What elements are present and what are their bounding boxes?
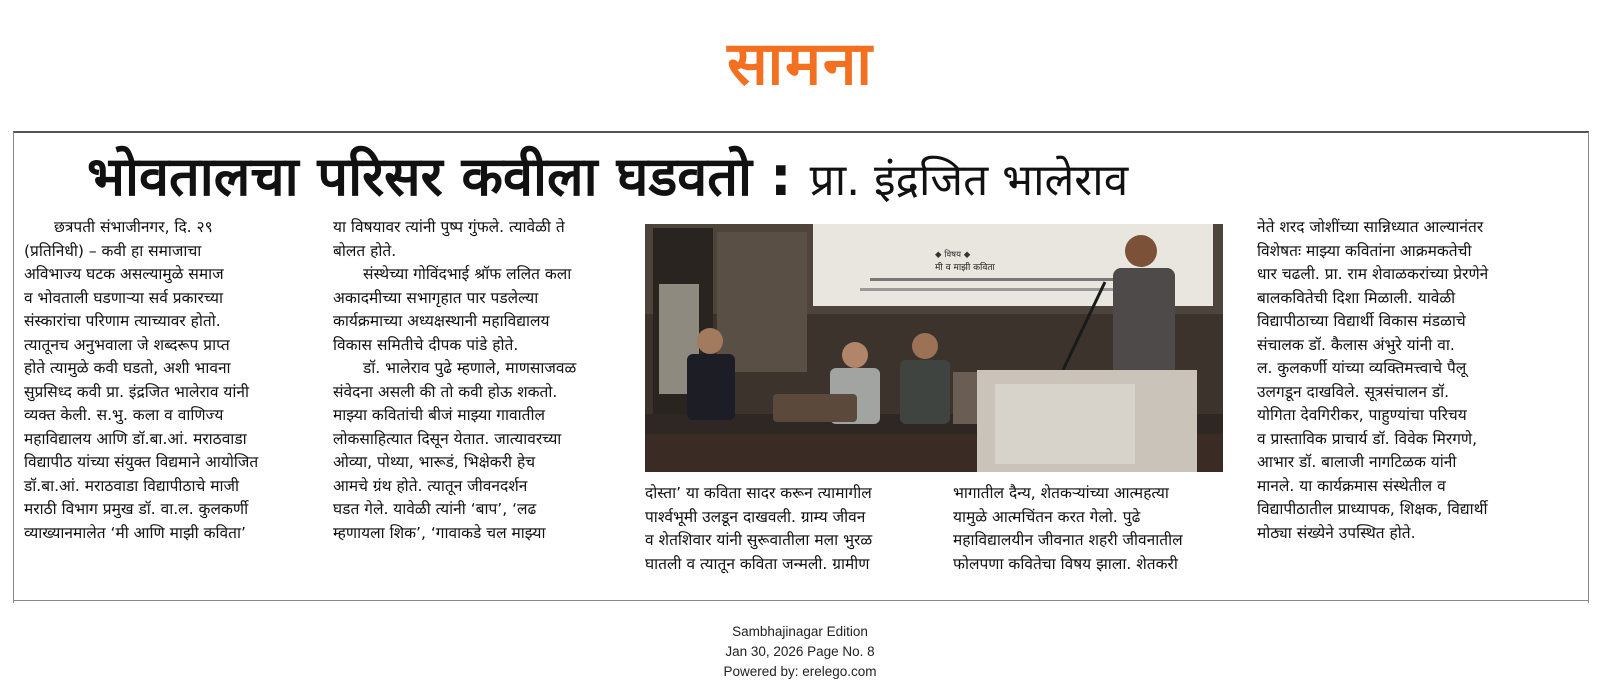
headline-byline: प्रा. इंद्रजित भालेराव <box>809 155 1129 206</box>
headline-main: भोवतालचा परिसर कवीला घडवतो <box>87 145 753 208</box>
col5-line: आभार डॉ. बालाजी नागटिळक यांनी <box>1257 453 1457 471</box>
col5-line: उलगडून दाखविले. सूत्रसंचालन डॉ. <box>1257 382 1450 401</box>
col3-line: दोस्ता’ या कविता सादर करून त्यामागील <box>645 484 872 502</box>
article-headline <box>87 142 1128 212</box>
col5-line: ल. कुलकर्णी यांच्या व्यक्तिमत्त्वाचे पैलू <box>1257 359 1467 377</box>
newspaper-logo: सामना <box>727 29 874 99</box>
article-column-2 <box>333 216 623 545</box>
col1-line: संस्कारांचा परिणाम त्याच्यावर होतो. <box>24 312 221 330</box>
footer-date-page: Jan 30, 2026 Page No. 8 <box>725 644 875 659</box>
col4-line: फोलपणा कवितेचा विषय झाला. शेतकरी <box>953 554 1178 573</box>
col1-line: सुप्रसिध्द कवी प्रा. इंद्रजित भालेराव यांनी <box>24 382 249 401</box>
col5-line: विशेषतः माझ्या कवितांना आक्रमकतेची <box>1257 241 1472 260</box>
article-column-3 <box>645 482 928 576</box>
col1-line: छत्रपती संभाजीनगर, दि. २९ <box>54 218 213 236</box>
col2-line: कार्यक्रमाच्या अध्यक्षस्थानी महाविद्यालय <box>333 312 550 330</box>
col2-line: बोलत होते. <box>333 241 397 260</box>
article-column-4 <box>953 482 1233 576</box>
article-column-1 <box>24 216 312 545</box>
col1-line: होते त्यामुळे कवी घडतो, अशी भावना <box>24 359 231 377</box>
col1-line: डॉ.बा.आं. मराठवाडा विद्यापीठाचे माजी <box>24 476 240 495</box>
col2-line: संवेदना असली की तो कवी होऊ शकतो. <box>333 382 558 401</box>
banner-line-2: मी व माझी कविता <box>935 263 995 273</box>
event-photo-drawing <box>645 224 1223 472</box>
col5-line: संचालक डॉ. कैलास अंभुरे यांनी वा. <box>1257 335 1455 354</box>
col2-line: लोकसाहित्यात दिसून येतात. जात्यावरच्या <box>333 429 562 448</box>
col1-line: त्यातूनच अनुभवाला जे शब्दरूप प्राप्त <box>24 335 230 354</box>
col2-line: विकास समितीचे दीपक पांडे होते. <box>333 335 519 354</box>
col5-line: मानले. या कार्यक्रमास संस्थेतील व <box>1257 476 1446 495</box>
col2-line: घडत गेले. यावेळी त्यांनी ‘बाप’, ‘लढ <box>333 500 537 518</box>
col1-line: अविभाज्य घटक असल्यामुळे समाज <box>24 265 224 283</box>
col2-line: आमचे ग्रंथ होते. त्यातून जीवनदर्शन <box>333 476 528 495</box>
clipping-bottom-border <box>13 600 1588 601</box>
col5-line: नेते शरद जोशींच्या सान्निध्यात आल्यानंतर <box>1257 218 1484 236</box>
col5-line: योगिता देवगिरीकर, पाहुण्यांचा परिचय <box>1257 406 1467 424</box>
col5-line: विद्यापीठातील प्राध्यापक, शिक्षक, विद्यार्थी <box>1257 500 1488 518</box>
col2-line: म्हणायला शिक’, ‘गावाकडे चल माझ्या <box>333 523 546 542</box>
col5-line: व प्रास्ताविक प्राचार्य डॉ. विवेक मिरगणे, <box>1257 429 1478 448</box>
col3-line: व शेतशिवार यांनी सुरूवातीला मला भुरळ <box>645 531 873 549</box>
col4-line: भागातील दैन्य, शेतकऱ्यांच्या आत्महत्या <box>953 484 1169 502</box>
col5-line: विद्यापीठाच्या विद्यार्थी विकास मंडळाचे <box>1257 312 1466 330</box>
col2-line: अकादमीच्या सभागृहात पार पडलेल्या <box>333 288 539 307</box>
headline-colon: : <box>770 145 792 208</box>
col1-line: व्याख्यानमालेत ‘मी आणि माझी कविता’ <box>24 523 246 542</box>
event-photo <box>645 224 1223 472</box>
col1-line: (प्रतिनिधी) – कवी हा समाजाचा <box>24 241 202 260</box>
col5-line: मोठ्या संख्येने उपस्थित होते. <box>1257 523 1416 542</box>
col2-line: संस्थेच्या गोविंदभाई श्रॉफ ललित कला <box>363 265 572 283</box>
col2-line: या विषयावर त्यांनी पुष्प गुंफले. त्यावेळी ते <box>333 218 565 236</box>
col3-line: घातली व त्यातून कविता जन्मली. ग्रामीण <box>645 554 870 573</box>
col4-line: यामुळे आत्मचिंतन करत गेलो. पुढे <box>953 507 1141 526</box>
col1-line: व्यक्त केली. स.भु. कला व वाणिज्य <box>24 406 224 424</box>
col2-line: माझ्या कवितांची बीजं माझ्या गावातील <box>333 406 546 424</box>
col1-line: महाविद्यालय आणि डॉ.बा.आं. मराठवाडा <box>24 429 247 448</box>
col3-line: पार्श्वभूमी उलडून दाखवली. ग्राम्य जीवन <box>645 507 866 526</box>
col1-line: व भोवताली घडणाऱ्या सर्व प्रकारच्या <box>24 288 224 307</box>
banner-line-1: ◆ विषय ◆ <box>935 250 971 260</box>
col5-line: धार चढली. प्रा. राम शेवाळकरांच्या प्रेरणेने <box>1257 265 1489 283</box>
col4-line: महाविद्यालयीन जीवनात शहरी जीवनातील <box>953 531 1183 549</box>
col1-line: मराठी विभाग प्रमुख डॉ. वा.ल. कुलकर्णी <box>24 500 249 518</box>
footer-powered-by: Powered by: erelego.com <box>723 664 877 679</box>
footer-edition: Sambhajinagar Edition <box>732 624 868 639</box>
article-column-5 <box>1257 216 1562 545</box>
col2-line: ओव्या, पोथ्या, भारूडं, भिक्षेकरी हेच <box>333 453 536 471</box>
col2-line: डॉ. भालेराव पुढे म्हणाले, माणसाजवळ <box>363 359 577 377</box>
col5-line: बालकवितेची दिशा मिळाली. यावेळी <box>1257 288 1456 307</box>
col1-line: विद्यापीठ यांच्या संयुक्त विद्यमाने आयोजित <box>24 453 259 471</box>
